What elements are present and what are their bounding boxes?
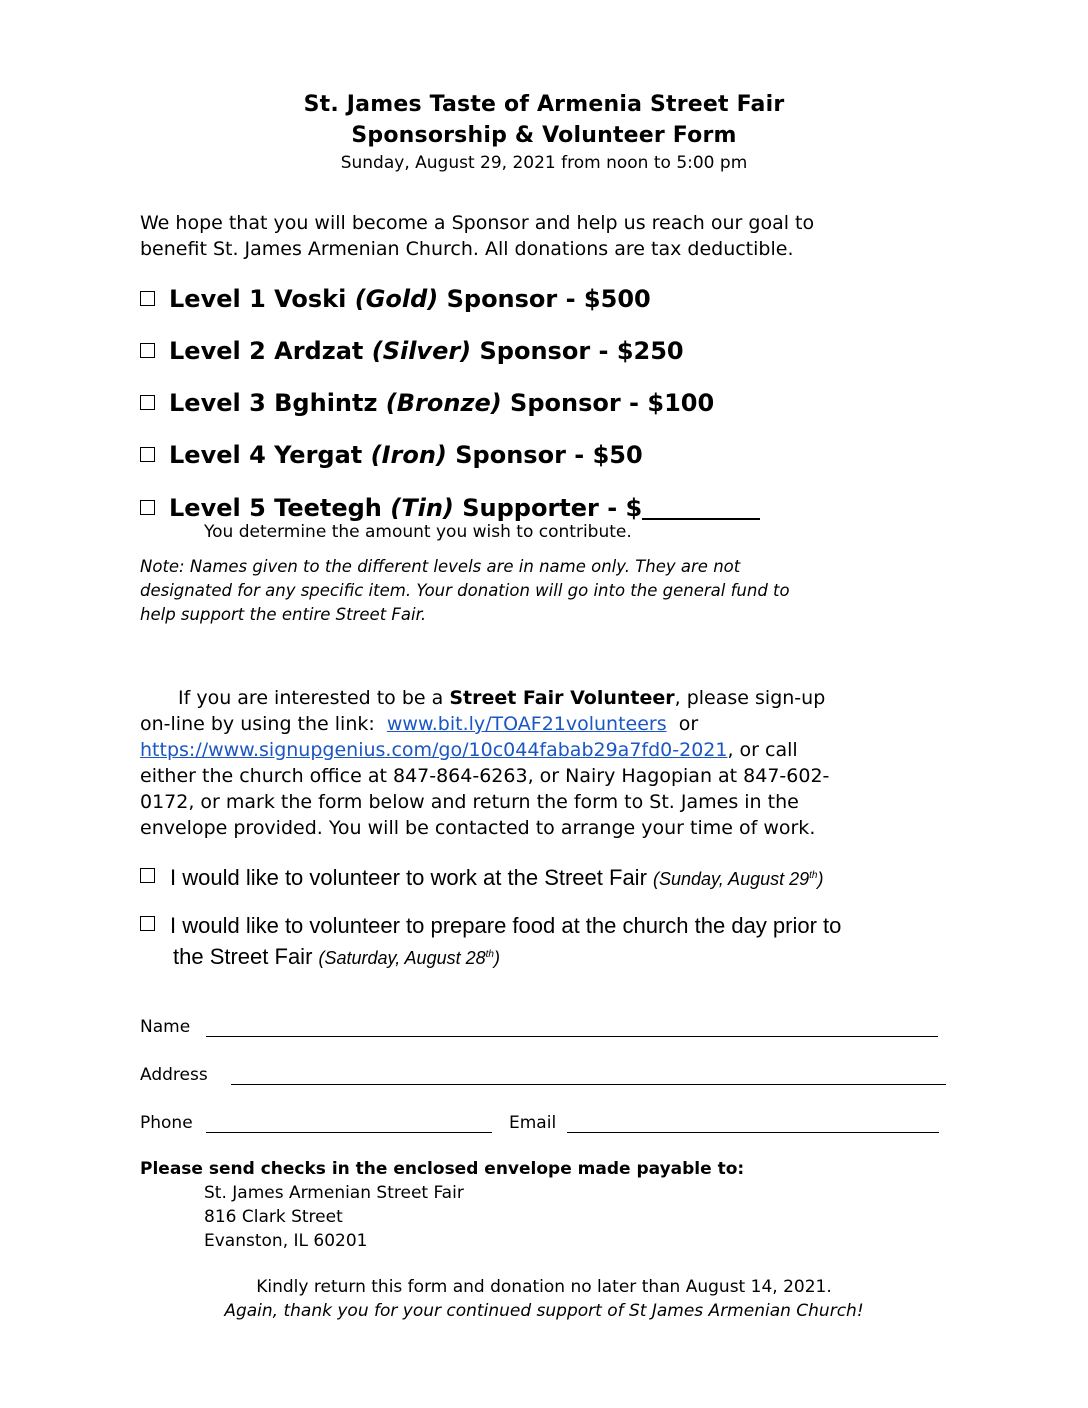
note-line-3: help support the entire Street Fair. — [140, 605, 427, 624]
volunteer-option-2[interactable] — [140, 911, 841, 973]
option-1-date: (Sunday, August 29th) — [653, 869, 824, 889]
sponsor-level-5[interactable] — [140, 492, 760, 523]
volunteer-line-3: https://www.signupgenius.com/go/10c044fabab29a7fd0-2021, or call — [140, 739, 798, 761]
level-5-note: You determine the amount you wish to contribute. — [204, 522, 632, 542]
level-5-suffix: Supporter - $ — [453, 494, 643, 522]
checkbox-level-1[interactable] — [140, 291, 155, 306]
level-1-metal: (Gold) — [354, 285, 439, 313]
intro-line-1: We hope that you will become a Sponsor and help us reach our goal to — [140, 212, 815, 234]
level-4-suffix: Sponsor - $50 — [446, 441, 643, 469]
checkbox-volunteer-street-fair[interactable] — [140, 868, 155, 883]
address-field[interactable] — [231, 1084, 946, 1085]
checkbox-volunteer-prepare-food[interactable] — [140, 916, 155, 931]
volunteer-option-1[interactable] — [140, 861, 823, 894]
volunteer-line-1: If you are interested to be a Street Fair Volunteer, please sign-up — [178, 687, 826, 709]
signup-link-short[interactable]: www.bit.ly/TOAF21volunteers — [386, 713, 667, 735]
form-subtitle: Sponsorship & Volunteer Form — [351, 123, 737, 148]
level-2-metal: (Silver) — [371, 337, 472, 365]
volunteer-paragraph — [140, 685, 940, 841]
level-5-prefix: Level 5 Teetegh — [169, 494, 391, 522]
level-2-suffix: Sponsor - $250 — [471, 337, 684, 365]
address-line-2: 816 Clark Street — [204, 1207, 343, 1227]
sponsor-level-3[interactable] — [140, 388, 714, 418]
address-line-3: Evanston, IL 60201 — [204, 1231, 368, 1251]
checkbox-level-4[interactable] — [140, 447, 155, 462]
volunteer-line-4: either the church office at 847-864-6263, or Nairy Hagopian at 847-602- — [140, 765, 830, 787]
mailing-address — [204, 1181, 464, 1253]
level-1-prefix: Level 1 Voski — [169, 285, 355, 313]
return-deadline: Kindly return this form and donation no later than August 14, 2021. — [256, 1277, 832, 1297]
level-3-suffix: Sponsor - $100 — [501, 389, 715, 417]
intro-line-2: benefit St. James Armenian Church. All donations are tax deductible. — [140, 238, 794, 260]
sponsor-level-1[interactable] — [140, 284, 651, 314]
event-date: Sunday, August 29, 2021 from noon to 5:00 pm — [340, 153, 748, 173]
intro-paragraph — [140, 210, 814, 262]
level-3-metal: (Bronze) — [385, 389, 502, 417]
checkbox-level-5[interactable] — [140, 500, 155, 515]
level-1-suffix: Sponsor - $500 — [438, 285, 651, 313]
volunteer-line-2: on-line by using the link: www.bit.ly/TOAF21volunteers or — [140, 713, 699, 735]
level-3-prefix: Level 3 Bghintz — [169, 389, 386, 417]
note-line-2: designated for any specific item. Your donation will go into the general fund to — [140, 581, 790, 600]
name-label: Name — [140, 1017, 191, 1037]
signup-link-full[interactable]: https://www.signupgenius.com/go/10c044fabab29a7fd0-2021 — [140, 739, 728, 761]
checkbox-level-2[interactable] — [140, 343, 155, 358]
email-label: Email — [509, 1113, 557, 1133]
option-2-line-2: the Street Fair — [173, 944, 319, 969]
checkbox-level-3[interactable] — [140, 395, 155, 410]
option-2-line-1: I would like to volunteer to prepare food at the church the day prior to — [170, 913, 842, 938]
level-5-metal: (Tin) — [390, 494, 454, 522]
name-field[interactable] — [206, 1036, 938, 1037]
option-1-text: I would like to volunteer to work at the Street Fair — [170, 865, 654, 890]
volunteer-line-5: 0172, or mark the form below and return the form to St. James in the — [140, 791, 799, 813]
level-4-metal: (Iron) — [370, 441, 447, 469]
email-field[interactable] — [567, 1132, 939, 1133]
phone-field[interactable] — [206, 1132, 492, 1133]
level-2-prefix: Level 2 Ardzat — [169, 337, 372, 365]
note-line-1: Note: Names given to the different levels are in name only. They are not — [140, 557, 741, 576]
address-line-1: St. James Armenian Street Fair — [204, 1183, 464, 1203]
option-2-date: (Saturday, August 28th) — [318, 948, 500, 968]
levels-note — [140, 555, 790, 627]
phone-label: Phone — [140, 1113, 193, 1133]
amount-blank-line[interactable] — [642, 492, 760, 520]
volunteer-line-6: envelope provided. You will be contacted to arrange your time of work. — [140, 817, 816, 839]
volunteer-bold: Street Fair Volunteer — [449, 687, 675, 709]
form-title: St. James Taste of Armenia Street Fair — [303, 92, 785, 117]
thank-you-note: Again, thank you for your continued support of St James Armenian Church! — [224, 1301, 864, 1321]
address-label: Address — [140, 1065, 208, 1085]
level-4-prefix: Level 4 Yergat — [169, 441, 371, 469]
sponsor-level-2[interactable] — [140, 336, 684, 366]
sponsor-level-4[interactable] — [140, 440, 643, 470]
payable-heading: Please send checks in the enclosed envelope made payable to: — [140, 1159, 745, 1179]
